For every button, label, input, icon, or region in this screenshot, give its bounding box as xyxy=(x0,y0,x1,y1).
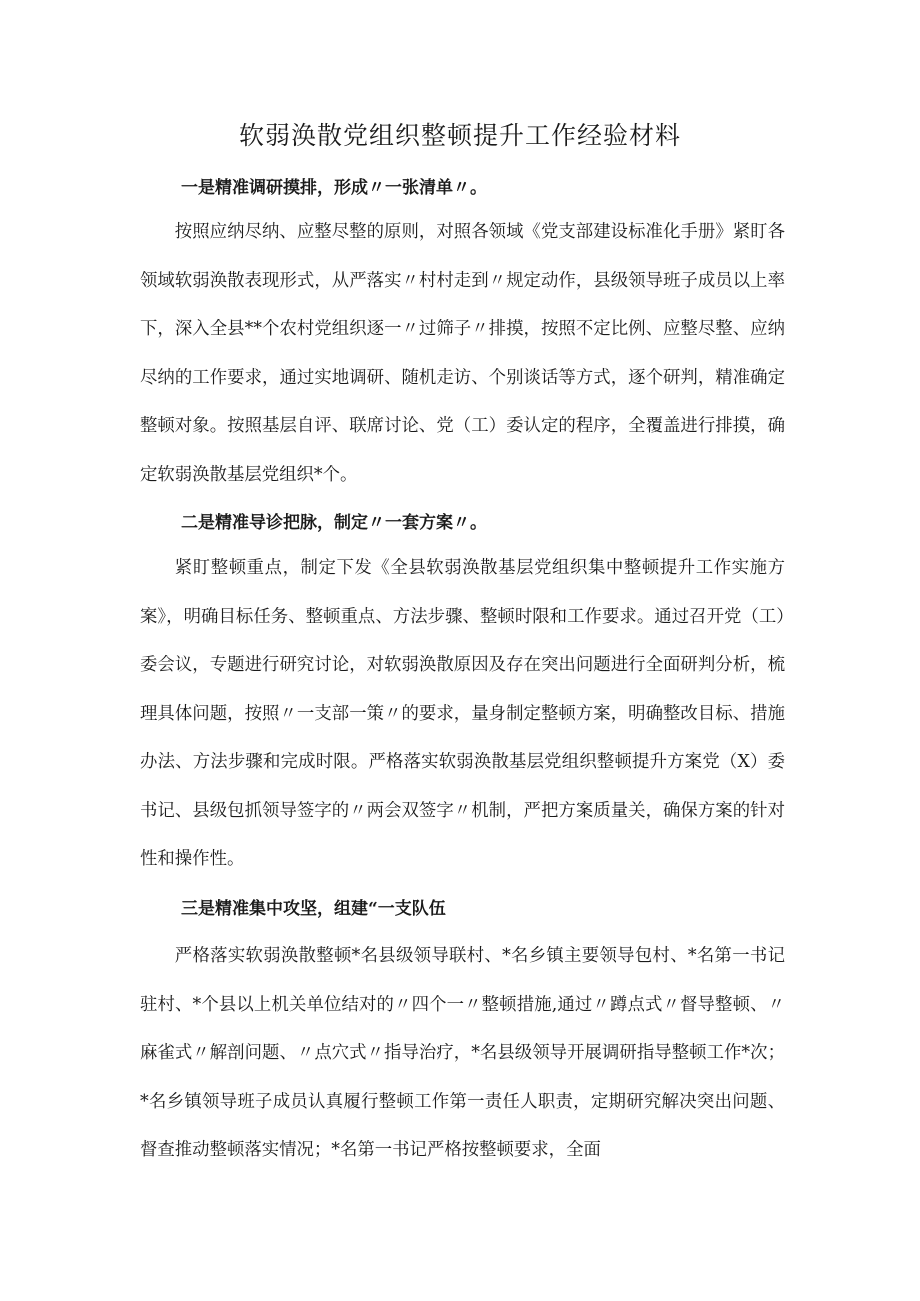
section-heading-1: 一是精准调研摸排，形成〃一张清单〃。 xyxy=(181,178,487,198)
section-paragraph-3: 严格落实软弱涣散整顿*名县级领导联村、*名乡镇主要领导包村、*名第一书记驻村、*个县以上机关单位结对的〃四个一〃整顿措施,通过〃蹲点式〃督导整顿、〃麻雀式〃解剖问题、〃点穴式〃指导治疗，*名县级领导开展调研指导整顿工作*次；*名乡镇领导班子成员认真履行整顿工作第一责任人职责，定期研究解决突出问题、督查推动整顿落实情况；*名第一书记严格按整顿要求，全面 xyxy=(140,946,785,1160)
section-heading-3: 三是精准集中攻坚，组建“一支队伍 xyxy=(181,899,446,919)
section-paragraph-1: 按照应纳尽纳、应整尽整的原则，对照各领域《党支部建设标准化手册》紧盯各领域软弱涣散表现形式，从严落实〃村村走到〃规定动作，县级领导班子成员以上率下，深入全县**个农村党组织逐一〃过筛子〃排摸，按照不定比例、应整尽整、应纳尽纳的工作要求，通过实地调研、随机走访、个别谈话等方式，逐个研判，精准确定整顿对象。按照基层自评、联席讨论、党（工）委认定的程序，全覆盖进行排摸，确定软弱涣散基层党组织*个。 xyxy=(140,222,785,485)
section-paragraph-2: 紧盯整顿重点，制定下发《全县软弱涣散基层党组织集中整顿提升工作实施方案》，明确目标任务、整顿重点、方法步骤、整顿时限和工作要求。通过召开党（工）委会议，专题进行研究讨论，对软弱涣散原因及存在突出问题进行全面研判分析，梳理具体问题，按照〃一支部一策〃的要求，量身制定整顿方案，明确整改目标、措施办法、方法步骤和完成时限。严格落实软弱涣散基层党组织整顿提升方案党（X）委书记、县级包抓领导签字的〃两会双签字〃机制，严把方案质量关，确保方案的针对性和操作性。 xyxy=(140,558,785,869)
section-heading-2: 二是精准导诊把脉，制定〃一套方案〃。 xyxy=(181,513,487,533)
document-title: 软弱涣散党组织整顿提升工作经验材料 xyxy=(238,121,681,150)
